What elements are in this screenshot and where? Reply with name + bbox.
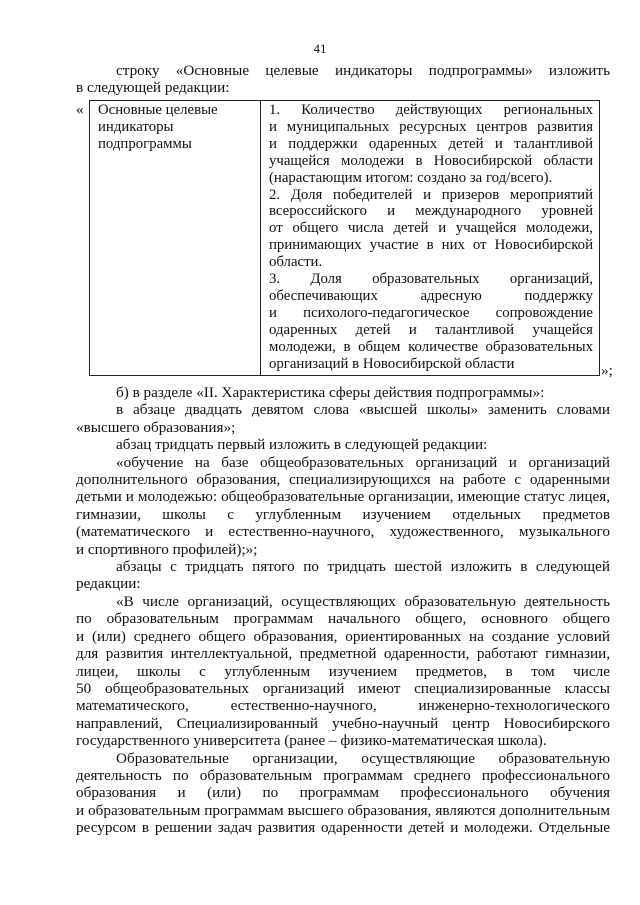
paragraph-line: для развития интеллектуальной, предметной одаренности, работают гимназии, xyxy=(76,645,610,663)
table-label-line: подпрограммы xyxy=(98,135,192,152)
paragraph-line: (математического и естественно-научного, художественного, музыкального xyxy=(76,523,610,541)
paragraph-line: направлений, Специализированный учебно-научный центр Новосибирского xyxy=(76,714,610,732)
indicator-line: и психолого-педагогическое сопровождение xyxy=(269,304,593,321)
paragraph-line: Образовательные организации, осуществляющие образовательную xyxy=(116,749,610,767)
paragraph-line: редакции: xyxy=(76,575,141,593)
paragraph-line: ресурсом в решении задач развития одаренности детей и молодежи. Отдельные xyxy=(76,819,610,837)
indicator-line: и муниципальных ресурсных центров развития xyxy=(269,118,593,135)
table-cell-label xyxy=(90,101,261,376)
paragraph xyxy=(76,750,610,837)
indicator-line: 3. Доля образовательных организаций, xyxy=(269,271,593,288)
paragraph-line: и (или) среднего общего образования, ориентированных на создание условий xyxy=(76,627,610,645)
paragraph xyxy=(76,558,610,593)
paragraph-line: деятельность по образовательным программам среднего профессионального xyxy=(76,766,610,784)
opening-quote: « xyxy=(76,101,84,118)
paragraph xyxy=(76,401,610,436)
page-number: 41 xyxy=(313,41,327,56)
paragraph-line: образования и (или) по программам профессионального обучения xyxy=(76,784,610,802)
closing-quote: »; xyxy=(601,362,613,379)
paragraph-line: 50 общеобразовательных организаций имеют специализированные классы xyxy=(76,679,610,697)
paragraph xyxy=(76,454,610,558)
paragraph-line: лицеи, школы с углубленным изучением предметов, в том числе xyxy=(76,662,610,680)
paragraph xyxy=(76,593,610,750)
indicator-line: 2. Доля победителей и призеров мероприятий xyxy=(269,186,593,203)
indicators-table xyxy=(89,100,600,376)
paragraph-line: «обучение на базе общеобразовательных организаций и организаций xyxy=(116,453,610,471)
intro-line: строку «Основные целевые индикаторы подпрограммы» изложить xyxy=(116,62,610,79)
indicator-line: принимающих участие в них от Новосибирской xyxy=(269,237,593,254)
table-label-line: Основные целевые xyxy=(98,102,218,118)
indicator-line: всероссийского и международного уровней xyxy=(269,203,593,220)
indicator-line: 1. Количество действующих региональных xyxy=(269,102,593,118)
paragraph-line: абзацы с тридцать пятого по тридцать шестой изложить в следующей xyxy=(116,558,610,576)
indicator-line: (нарастающим итогом: создано за год/всего). xyxy=(269,169,553,186)
indicator-line: учащейся молодежи в Новосибирской области xyxy=(269,152,593,169)
intro-text xyxy=(76,62,610,97)
paragraph-line: детьми и молодежью: общеобразовательные организации, имеющие статус лицея, xyxy=(76,488,610,506)
paragraph-line: математического, естественно-научного, инженерно-технологического xyxy=(76,697,610,715)
table-row xyxy=(90,101,600,376)
indicator-line: и поддержки одаренных детей и талантливой xyxy=(269,135,593,152)
indicator-line: обеспечивающих адресную поддержку xyxy=(269,287,593,304)
paragraph-line: государственного университета (ранее – физико-математическая школа). xyxy=(76,732,547,750)
paragraph-line: гимназии, школы с углубленным изучением отдельных предметов xyxy=(76,505,610,523)
paragraph-line: и образовательным программам высшего образования, являются дополнительным xyxy=(76,801,610,819)
indicator-line: одаренных детей и талантливой учащейся xyxy=(269,321,593,338)
paragraph-line: абзац тридцать первый изложить в следующей редакции: xyxy=(116,436,488,454)
paragraph-line: «В числе организаций, осуществляющих образовательную деятельность xyxy=(116,592,610,610)
indicator-line: молодежи, в общем количестве образовательных xyxy=(269,338,593,355)
paragraph-line: в абзаце двадцать девятом слова «высшей школы» заменить словами xyxy=(116,401,610,419)
table-cell-indicators xyxy=(261,101,600,376)
table-label-line: индикаторы xyxy=(98,118,174,135)
indicator-line: области. xyxy=(269,254,323,271)
intro-line: в следующей редакции: xyxy=(76,79,230,97)
body-text xyxy=(76,384,610,837)
paragraph-line: и спортивного профилей);»; xyxy=(76,540,258,558)
paragraph xyxy=(76,436,610,453)
paragraph-line: «высшего образования»; xyxy=(76,418,236,436)
indicator-line: от общего числа детей и учащейся молодежи, xyxy=(269,220,593,237)
paragraph-line: б) в разделе «II. Характеристика сферы действия подпрограммы»: xyxy=(116,384,545,401)
paragraph xyxy=(76,384,610,401)
paragraph-line: дополнительного образования, специализирующихся на работе с одаренными xyxy=(76,471,610,489)
indicator-line: организаций в Новосибирской области xyxy=(269,355,515,372)
paragraph-line: по образовательным программам начального общего, основного общего xyxy=(76,610,610,628)
